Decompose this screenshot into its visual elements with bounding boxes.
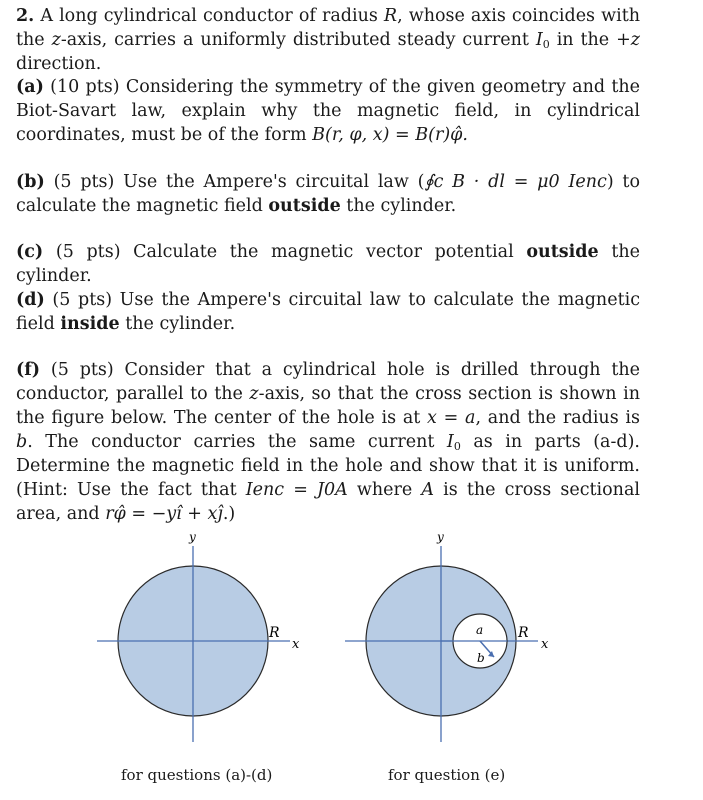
b-label: b: [477, 651, 485, 665]
r-label-right: R: [518, 625, 529, 641]
y-label-right: y: [437, 530, 444, 544]
figure-left: [97, 530, 300, 742]
part-d-label: (d): [16, 290, 45, 310]
part-b-formula: ∮c B · dl = μ0 Ienc: [424, 172, 607, 192]
part-c-label: (c): [16, 242, 44, 262]
part-c: (c) (5 pts) Calculate the magnetic vector potential outside the cylinder.: [16, 242, 640, 286]
y-label-left: y: [189, 530, 196, 544]
part-b-label: (b): [16, 172, 45, 192]
r-label-left: R: [269, 625, 280, 641]
part-a-formula: B(r, φ, x) = B(r)φ̂.: [312, 125, 468, 145]
figure-right: [345, 530, 549, 742]
x-label-left: x: [292, 637, 300, 652]
a-label: a: [476, 623, 484, 637]
caption-left: for questions (a)-(d): [121, 766, 273, 784]
caption-right: for question (e): [388, 766, 506, 784]
part-a: (a) (10 pts) Considering the symmetry of the given geometry and the Biot-Savart law, explain why the magnetic field, in cylindrical coordinates, must be of the form B(r, φ, x) = B(r)φ̂.: [16, 77, 640, 145]
part-f: (f) (5 pts) Consider that a cylindrical hole is drilled through the conductor, parallel to the z-axis, so that the cross section is shown in the figure below. The center of the hole is at x = a, and the radius is b. The conductor carries the same current $I_0$ as in parts (a-d). Determine the magnetic field in the hole and show that it is uniform. (Hint: Use the fact that Ienc = J0A where A is the cross sectional area, and rφ̂ = −yî + xĵ.): [16, 360, 640, 524]
problem-intro: 2. A long cylindrical conductor of radius R, whose axis coincides with the z-axis, carries a uniformly distributed steady current $I_0$ in the +z direction.: [16, 6, 640, 74]
problem-number: 2.: [16, 6, 35, 26]
x-label-right: x: [541, 637, 549, 652]
part-a-label: (a): [16, 77, 44, 97]
part-b: (b) (5 pts) Use the Ampere's circuital law (∮c B · dl = μ0 Ienc) to calculate the magnetic field outside the cylinder.: [16, 172, 640, 216]
part-f-label: (f): [16, 360, 41, 380]
part-d: (d) (5 pts) Use the Ampere's circuital law to calculate the magnetic field inside the cylinder.: [16, 290, 640, 334]
